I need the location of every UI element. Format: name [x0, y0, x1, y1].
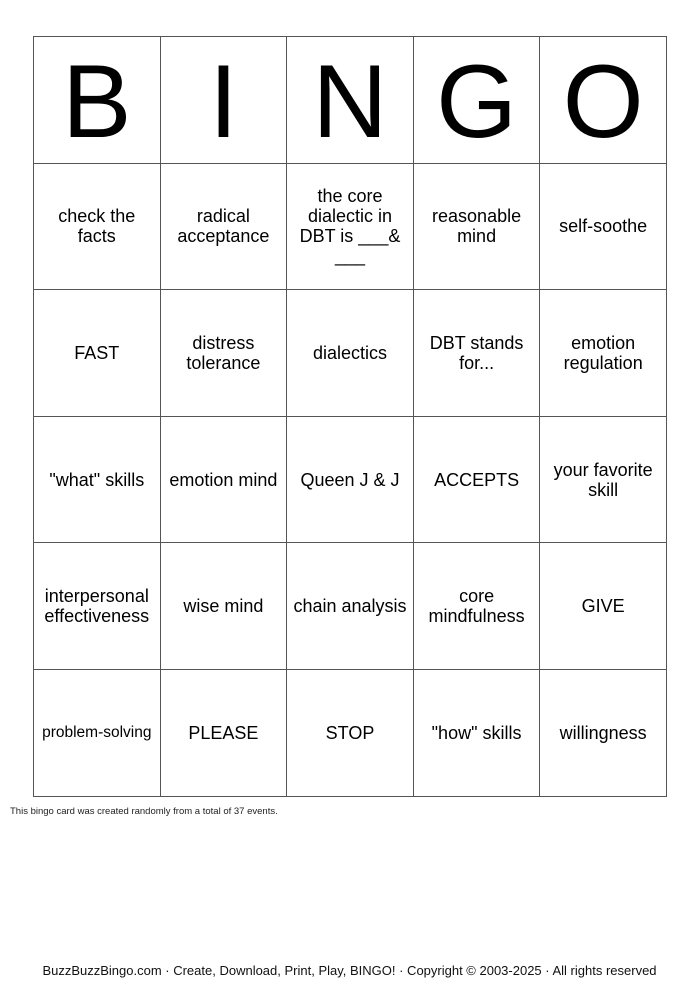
bingo-cell: willingness — [540, 669, 667, 796]
bingo-cell: radical acceptance — [160, 163, 287, 290]
bingo-cell: DBT stands for... — [413, 290, 540, 417]
footer-copyright: BuzzBuzzBingo.com · Create, Download, Print, Play, BINGO! · Copyright © 2003-2025 · All rights reserved — [42, 963, 657, 978]
header-letter-o: O — [540, 37, 667, 164]
bingo-cell: self-soothe — [540, 163, 667, 290]
bingo-cell: reasonable mind — [413, 163, 540, 290]
header-row — [34, 37, 667, 164]
header-letter-g: G — [413, 37, 540, 164]
bingo-row — [34, 669, 667, 796]
bingo-cell: interpersonal effectiveness — [34, 543, 161, 670]
bingo-cell: your favorite skill — [540, 416, 667, 543]
bingo-cell: chain analysis — [287, 543, 414, 670]
generation-note: This bingo card was created randomly from a total of 37 events. — [10, 806, 278, 817]
bingo-cell: problem-solving — [34, 669, 161, 796]
header-letter-i: I — [160, 37, 287, 164]
header-letter-b: B — [34, 37, 161, 164]
bingo-cell: GIVE — [540, 543, 667, 670]
bingo-row — [34, 543, 667, 670]
bingo-cell: PLEASE — [160, 669, 287, 796]
bingo-row — [34, 163, 667, 290]
bingo-card — [33, 36, 667, 797]
bingo-cell: check the facts — [34, 163, 161, 290]
bingo-cell: FAST — [34, 290, 161, 417]
bingo-row — [34, 290, 667, 417]
bingo-cell: Queen J & J — [287, 416, 414, 543]
bingo-cell: core mindfulness — [413, 543, 540, 670]
header-letter-n: N — [287, 37, 414, 164]
bingo-cell: wise mind — [160, 543, 287, 670]
bingo-cell: emotion mind — [160, 416, 287, 543]
bingo-cell: ACCEPTS — [413, 416, 540, 543]
bingo-cell: "how" skills — [413, 669, 540, 796]
bingo-row — [34, 416, 667, 543]
bingo-cell: "what" skills — [34, 416, 161, 543]
bingo-cell: STOP — [287, 669, 414, 796]
bingo-cell: the core dialectic in DBT is ___& ___ — [287, 163, 414, 290]
bingo-cell: distress tolerance — [160, 290, 287, 417]
bingo-cell: dialectics — [287, 290, 414, 417]
bingo-cell: emotion regulation — [540, 290, 667, 417]
